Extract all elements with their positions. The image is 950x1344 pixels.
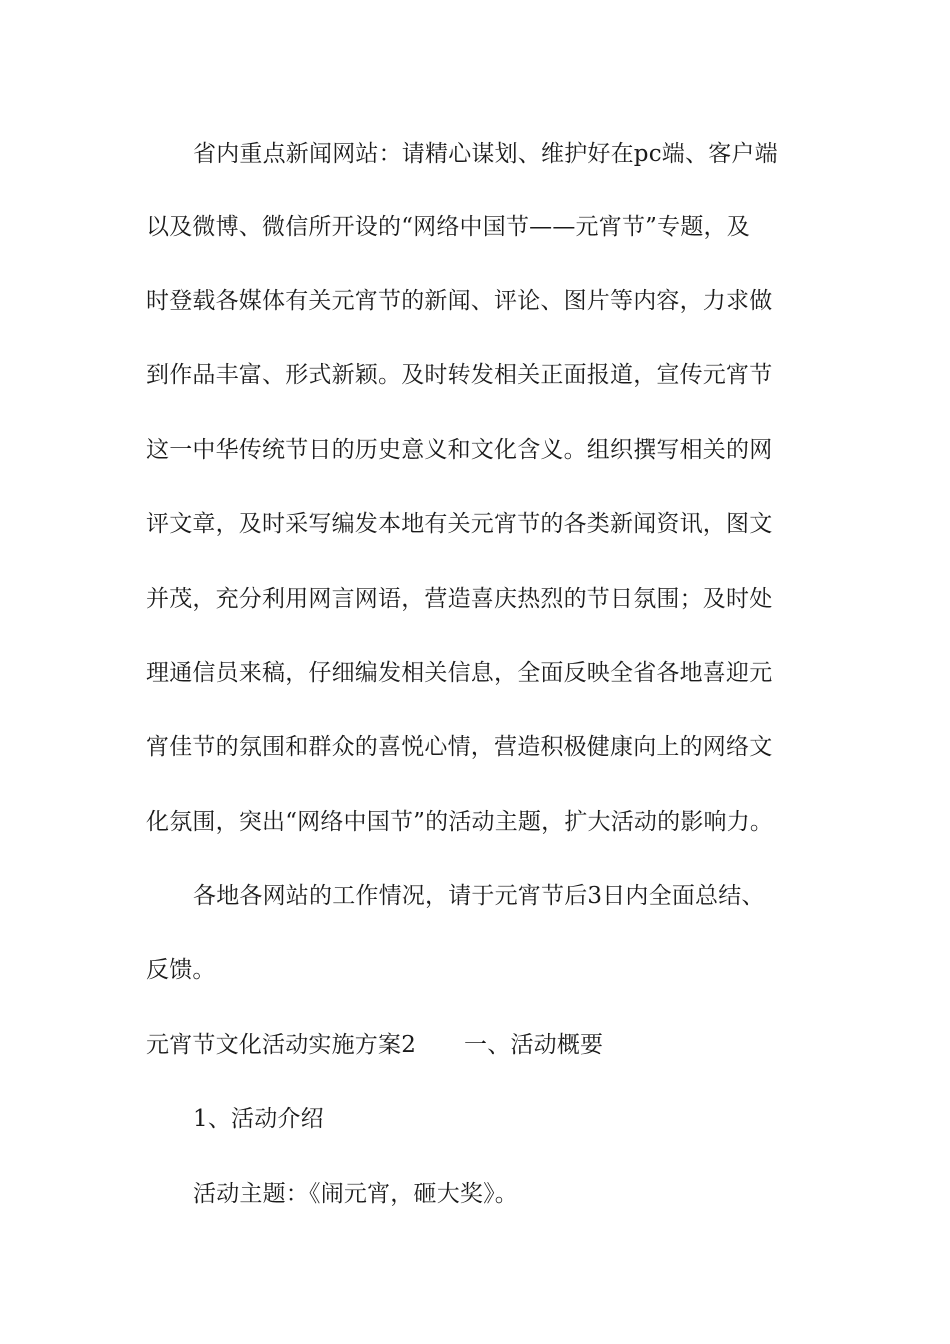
paragraph-1-line-4: 到作品丰富、形式新颖。及时转发相关正面报道，宣传元宵节 [146,362,773,388]
theme-line: 活动主题：《闹元宵，砸大奖》。 [193,1181,518,1207]
section-heading: 一、活动概要 [464,1032,604,1058]
paragraph-1-line-6: 评文章，及时采写编发本地有关元宵节的各类新闻资讯，图文 [146,511,773,537]
plan-title-line [146,1030,603,1060]
paragraph-1-line-10: 化氛围，突出“网络中国节”的活动主题，扩大活动的影响力。 [146,809,774,835]
paragraph-2-line-1: 各地各网站的工作情况，请于元宵节后3日内全面总结、 [193,883,765,909]
subsection-heading: 1、活动介绍 [193,1106,324,1132]
paragraph-1-line-8: 理通信员来稿，仔细编发相关信息，全面反映全省各地喜迎元 [146,660,773,686]
paragraph-2-line-2: 反馈。 [146,957,216,983]
paragraph-1-line-7: 并茂，充分利用网言网语，营造喜庆热烈的节日氛围；及时处 [146,586,773,612]
plan-title: 元宵节文化活动实施方案2 [146,1032,417,1058]
paragraph-1-line-2: 以及微博、微信所开设的“网络中国节——元宵节”专题，及 [146,214,750,240]
paragraph-1-line-3: 时登载各媒体有关元宵节的新闻、评论、图片等内容，力求做 [146,288,773,314]
paragraph-1-line-5: 这一中华传统节日的历史意义和文化含义。组织撰写相关的网 [146,437,773,463]
paragraph-1-line-1: 省内重点新闻网站：请精心谋划、维护好在pc端、客户端 [193,141,778,167]
paragraph-1-line-9: 宵佳节的氛围和群众的喜悦心情，营造积极健康向上的网络文 [146,734,773,760]
